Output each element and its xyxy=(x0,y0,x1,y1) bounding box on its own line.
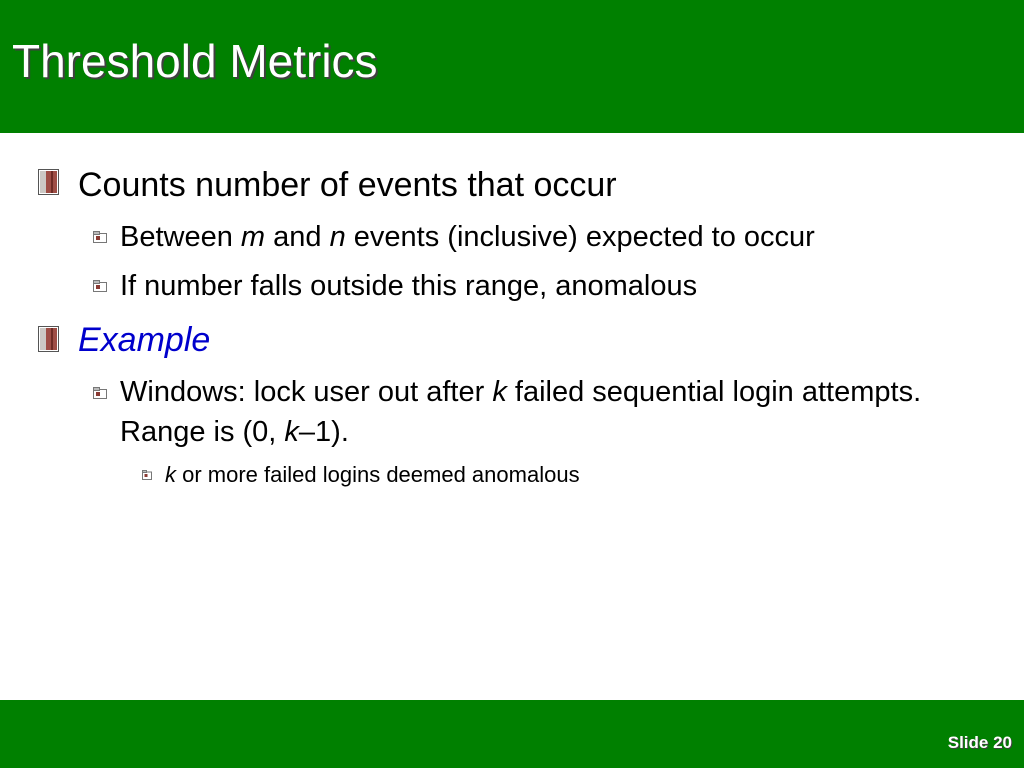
var-k: k xyxy=(492,376,507,408)
bullet-between-m-and-n xyxy=(120,217,980,257)
folder-bullet-icon xyxy=(93,387,107,399)
slide-footer xyxy=(0,700,1024,768)
book-bullet-icon xyxy=(38,326,59,352)
bullet-text-suffix: events (inclusive) expected to occur xyxy=(345,221,815,253)
bullet-example: Example xyxy=(78,321,211,359)
bullet-text-middle: failed sequential login attempts. Range is (0, xyxy=(120,376,922,448)
slide-header xyxy=(0,0,1024,135)
var-k: k xyxy=(284,416,299,448)
var-m: m xyxy=(240,221,266,253)
folder-bullet-icon xyxy=(93,280,107,292)
var-n: n xyxy=(329,221,346,253)
bullet-text-and: and xyxy=(265,221,330,253)
book-bullet-icon xyxy=(38,169,59,195)
bullet-text-prefix: Between xyxy=(120,221,241,253)
bullet-outside-range: If number falls outside this range, anomalous xyxy=(120,270,698,302)
slide-title: Threshold Metrics xyxy=(12,35,378,87)
bullet-text-prefix: Windows: lock user out after xyxy=(120,376,493,408)
var-k: k xyxy=(165,462,176,487)
bullet-k-or-more xyxy=(165,461,580,489)
folder-bullet-icon xyxy=(93,231,107,243)
bullet-counts-events: Counts number of events that occur xyxy=(78,166,617,204)
folder-bullet-icon xyxy=(142,470,152,480)
bullet-windows-lockout xyxy=(120,372,980,452)
bullet-text-suffix: –1). xyxy=(298,416,349,448)
bullet-text-suffix: or more failed logins deemed anomalous xyxy=(176,462,580,487)
slide-number: Slide 20 xyxy=(947,733,1012,752)
slide-body xyxy=(0,135,1024,700)
